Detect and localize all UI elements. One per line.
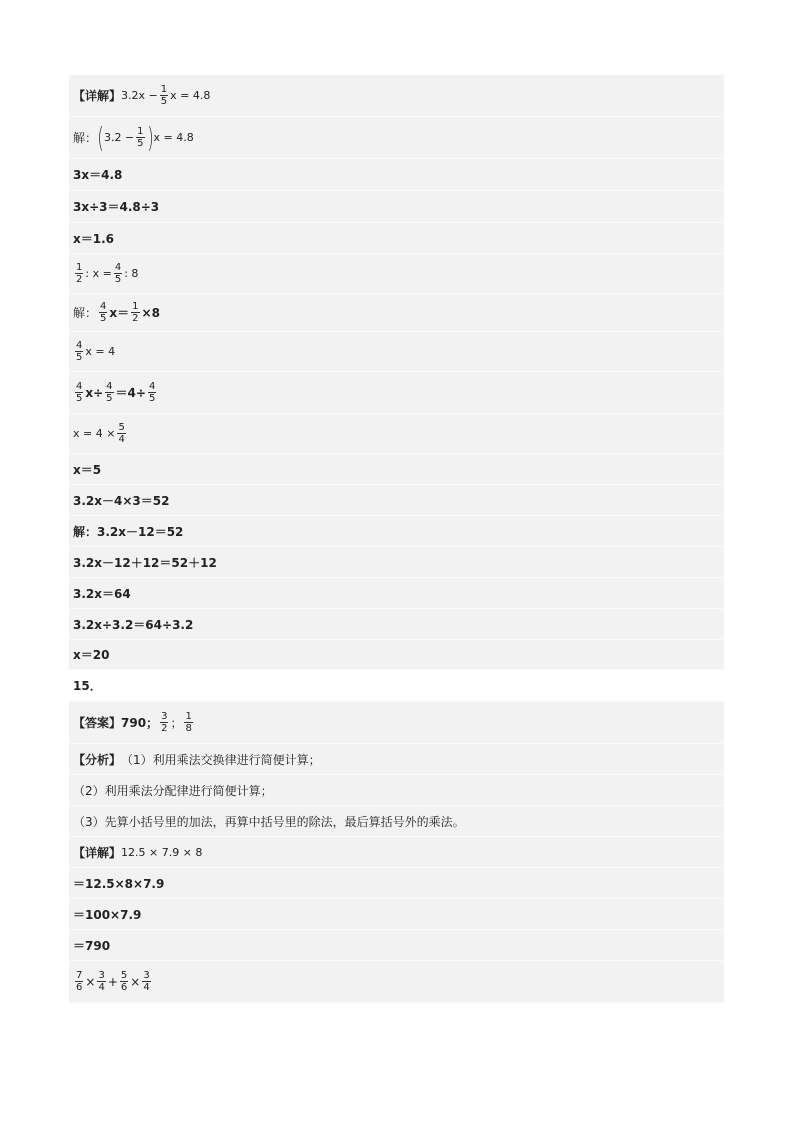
solution-line-7 <box>69 294 724 332</box>
step-line <box>69 332 724 372</box>
denominator: 2 <box>161 723 168 734</box>
step-line <box>69 930 724 961</box>
step-line <box>69 578 724 609</box>
operator: × <box>130 974 141 989</box>
equation <box>73 262 138 285</box>
step-line <box>69 899 724 930</box>
fraction <box>120 970 128 993</box>
denominator: 2 <box>132 313 139 324</box>
numerator: 4 <box>76 381 83 392</box>
fraction <box>75 381 83 404</box>
step-text: ＝100×7.9 <box>73 907 142 922</box>
equation-part: x = 4 × <box>73 427 116 440</box>
numerator: 3 <box>143 970 150 981</box>
step-text: x＝1.6 <box>73 231 114 246</box>
equation-part: ＝4÷ <box>115 386 146 400</box>
step-text: 3.2x＝64 <box>73 586 131 601</box>
equation-part: 3.2 − <box>103 131 135 144</box>
equation-part: 3.2x − <box>121 89 158 102</box>
equation-part: x = 4.8 <box>170 89 211 102</box>
equation-part: x＝ <box>109 306 130 320</box>
fraction <box>99 301 107 324</box>
numerator: 4 <box>100 301 107 312</box>
numerator: 4 <box>148 381 156 392</box>
step-line <box>69 868 724 899</box>
step-line <box>69 454 724 485</box>
fraction <box>136 126 144 149</box>
analysis-line <box>69 775 724 806</box>
step-line <box>69 516 724 547</box>
fraction <box>105 381 113 404</box>
detail-line-1 <box>69 75 724 117</box>
numerator: 4 <box>76 340 83 351</box>
denominator: 4 <box>143 982 150 993</box>
numerator: 5 <box>120 970 128 981</box>
step-line <box>69 414 724 454</box>
answer-line <box>69 702 724 744</box>
equation-part: x÷ <box>85 385 104 400</box>
numerator: 1 <box>132 301 139 312</box>
equation <box>97 120 194 154</box>
fraction <box>131 301 139 324</box>
step-line <box>69 159 724 191</box>
fraction <box>75 340 83 363</box>
answer-label: 【答案】 <box>73 716 122 730</box>
step-text: 3x＝4.8 <box>73 168 123 182</box>
denominator: 5 <box>100 313 107 324</box>
step-text: x＝5 <box>73 462 102 477</box>
step-line <box>69 372 724 414</box>
step-text: 3x÷3＝4.8÷3 <box>73 200 160 214</box>
numerator: 3 <box>161 711 168 722</box>
denominator: 5 <box>137 138 144 149</box>
denominator: 4 <box>118 434 125 445</box>
analysis-line <box>69 744 724 775</box>
equation-part: x = 4.8 <box>153 131 194 144</box>
fraction <box>160 84 168 107</box>
analysis-text: （3）先算小括号里的加法，再算中括号里的除法，最后算括号外的乘法。 <box>73 814 465 829</box>
fraction <box>142 970 150 993</box>
proportion-line <box>69 254 724 294</box>
question-number-text: 15． <box>73 679 102 693</box>
equation-part: : x = <box>85 267 112 280</box>
step-text: 3.2x－12＋12＝52＋12 <box>73 555 217 570</box>
denominator: 5 <box>76 393 83 404</box>
step-text: 解：3.2x－12＝52 <box>73 524 184 539</box>
denominator: 2 <box>76 274 83 285</box>
numerator: 7 <box>76 970 83 981</box>
detail-expression: 12.5 × 7.9 × 8 <box>121 845 203 859</box>
denominator: 6 <box>76 982 83 993</box>
denominator: 5 <box>160 96 168 107</box>
right-paren: ) <box>146 120 154 154</box>
fraction <box>117 422 125 445</box>
step-text: 3.2x÷3.2＝64÷3.2 <box>73 617 194 632</box>
numerator: 4 <box>106 381 113 392</box>
numerator: 1 <box>185 711 192 722</box>
solve-label: 解： <box>73 131 98 145</box>
analysis-line <box>69 806 724 837</box>
step-line <box>69 547 724 578</box>
solve-label: 解： <box>73 306 98 320</box>
numerator: 1 <box>160 84 168 95</box>
separator: ； <box>170 716 183 730</box>
step-line <box>69 609 724 640</box>
step-line <box>69 485 724 516</box>
numerator: 4 <box>114 262 122 273</box>
fraction <box>148 381 156 404</box>
equation-part: x = 4 <box>85 345 116 358</box>
operator: × <box>85 974 96 989</box>
fraction <box>184 711 192 734</box>
operator: + <box>107 974 118 989</box>
step-text: ＝12.5×8×7.9 <box>73 876 165 891</box>
denominator: 4 <box>98 982 105 993</box>
step-line <box>69 191 724 223</box>
numerator: 3 <box>98 970 105 981</box>
equation-part: ×8 <box>141 305 160 320</box>
step-line <box>69 640 724 670</box>
expression-line <box>69 961 724 1003</box>
denominator: 8 <box>185 723 192 734</box>
equation-part: : 8 <box>124 267 139 280</box>
denominator: 5 <box>76 352 83 363</box>
equation <box>121 84 210 107</box>
fraction <box>75 970 83 993</box>
fraction <box>114 262 122 285</box>
numerator: 1 <box>76 262 83 273</box>
analysis-text: （1）利用乘法交换律进行简便计算； <box>121 752 321 767</box>
solution-content <box>69 75 724 1003</box>
denominator: 5 <box>148 393 156 404</box>
denominator: 5 <box>106 393 113 404</box>
question-number <box>69 670 724 702</box>
detail-label: 【详解】 <box>73 89 122 103</box>
step-text: ＝790 <box>73 938 111 953</box>
numerator: 5 <box>118 422 125 433</box>
analysis-label: 【分析】 <box>73 752 122 767</box>
denominator: 5 <box>114 274 122 285</box>
denominator: 6 <box>120 982 128 993</box>
fraction <box>97 970 105 993</box>
step-text: 3.2x－4×3＝52 <box>73 493 170 508</box>
solution-line-2 <box>69 117 724 159</box>
left-paren: ( <box>97 120 104 154</box>
answer-value: 790； <box>121 716 159 730</box>
step-line <box>69 223 724 254</box>
detail-line <box>69 837 724 868</box>
fraction <box>160 711 168 734</box>
analysis-text: （2）利用乘法分配律进行简便计算； <box>73 783 273 798</box>
fraction <box>75 262 83 285</box>
numerator: 1 <box>137 126 144 137</box>
detail-label: 【详解】 <box>73 845 122 860</box>
step-text: x＝20 <box>73 648 110 662</box>
